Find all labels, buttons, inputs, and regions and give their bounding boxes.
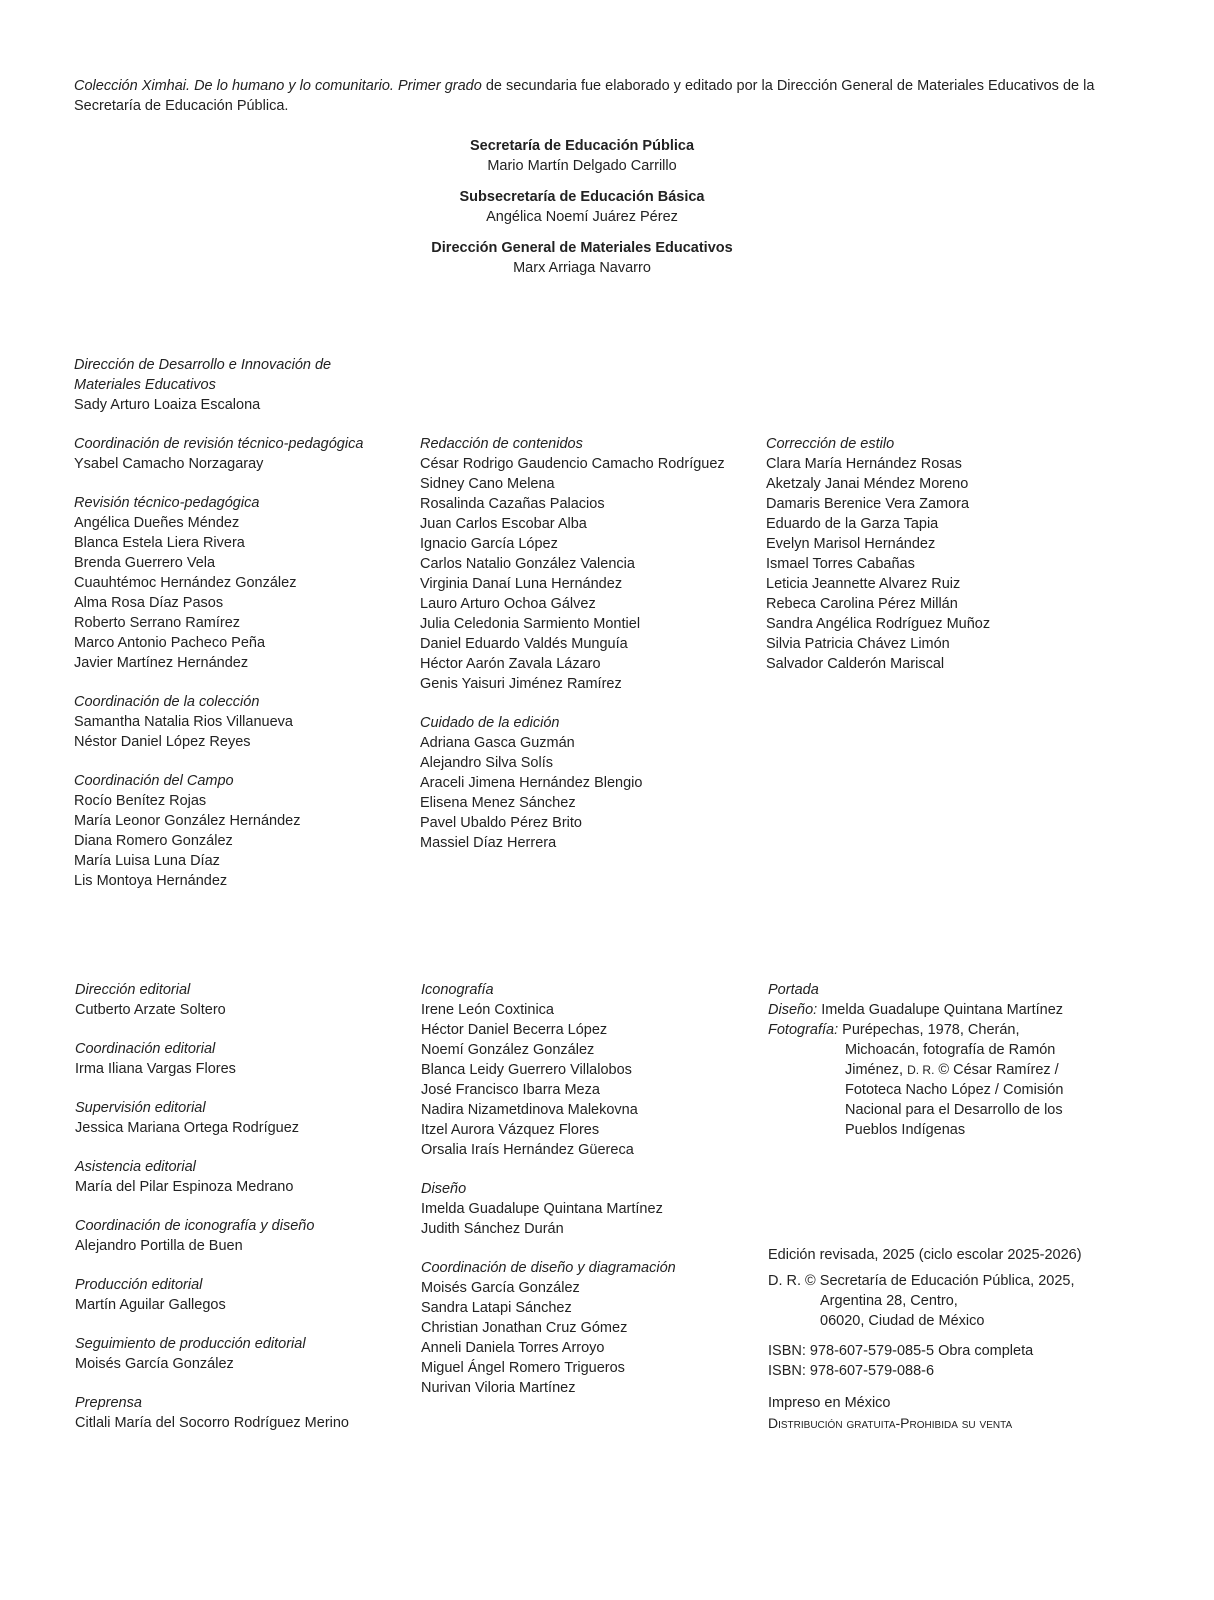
intro-paragraph (74, 76, 1154, 116)
credit-name: Julia Celedonia Sarmiento Montiel (420, 616, 641, 632)
credit-name: Ignacio García López (420, 536, 558, 552)
copyright-line: D. R. © Secretaría de Educación Pública, 2025, (768, 1273, 1075, 1289)
portada-photo-first: Purépechas, 1978, Cherán, (838, 1022, 1020, 1038)
credit-section (75, 1334, 415, 1374)
address-line: Argentina 28, Centro, (820, 1293, 958, 1309)
credit-section (75, 980, 415, 1020)
role-title: Revisión técnico-pedagógica (74, 495, 260, 511)
credit-section (75, 1216, 415, 1256)
portada-photo-line: Pueblos Indígenas (845, 1122, 966, 1138)
role-title: Redacción de contenidos (420, 436, 583, 452)
credit-name: Miguel Ángel Romero Trigueros (421, 1360, 625, 1376)
credit-name: Virginia Danaí Luna Hernández (420, 576, 623, 592)
role-title: Coordinación de la colección (74, 694, 260, 710)
credits-column-1 (74, 355, 404, 910)
credit-name: Lis Montoya Hernández (74, 873, 228, 889)
credit-name: Héctor Aarón Zavala Lázaro (420, 656, 601, 672)
credit-name: Ismael Torres Cabañas (766, 556, 915, 572)
portada-photo-line: Fototeca Nacho López / Comisión (845, 1082, 1064, 1098)
credit-name: Ysabel Camacho Norzagaray (74, 456, 264, 472)
authority-title: Secretaría de Educación Pública (469, 138, 695, 154)
credit-name: Martín Aguilar Gallegos (75, 1297, 226, 1313)
role-title: Supervisión editorial (75, 1100, 206, 1116)
role-title: Iconografía (421, 982, 494, 998)
authority-title: Subsecretaría de Educación Básica (459, 189, 705, 205)
credit-name: María Luisa Luna Díaz (74, 853, 220, 869)
credit-name: Sidney Cano Melena (420, 476, 555, 492)
credit-name: Samantha Natalia Rios Villanueva (74, 714, 293, 730)
credit-section (420, 713, 760, 853)
portada-photo-label: Fotografía: (768, 1022, 839, 1038)
credit-name: Clara María Hernández Rosas (766, 456, 962, 472)
credit-section (74, 493, 404, 673)
credit-name: Evelyn Marisol Hernández (766, 536, 936, 552)
portada-design-value: Imelda Guadalupe Quintana Martínez (817, 1002, 1064, 1018)
credit-section (74, 771, 404, 891)
credit-section (75, 1098, 415, 1138)
credit-name: Diana Romero González (74, 833, 233, 849)
role-title: Seguimiento de producción editorial (75, 1336, 306, 1352)
credit-name: Rebeca Carolina Pérez Millán (766, 596, 958, 612)
edition-revised: Edición revisada, 2025 (ciclo escolar 2025-2026) (768, 1247, 1082, 1263)
credits-column-2 (420, 434, 760, 872)
portada-photo-dr: D. R. (907, 1063, 935, 1077)
credit-name: Irene León Coxtinica (421, 1002, 554, 1018)
credit-name: Massiel Díaz Herrera (420, 835, 557, 851)
role-title: Dirección editorial (75, 982, 191, 998)
credit-name: Araceli Jimena Hernández Blengio (420, 775, 643, 791)
role-title: Cuidado de la edición (420, 715, 560, 731)
authority-title: Dirección General de Materiales Educativos (431, 240, 733, 256)
credits-column-3 (766, 434, 1096, 693)
role-title: Coordinación editorial (75, 1041, 216, 1057)
credit-name: Christian Jonathan Cruz Gómez (421, 1320, 628, 1336)
portada-design-label: Diseño: (768, 1002, 818, 1018)
credit-name: Genis Yaisuri Jiménez Ramírez (420, 676, 622, 692)
credit-name: Imelda Guadalupe Quintana Martínez (421, 1201, 663, 1217)
credit-section (75, 1393, 415, 1433)
authority-block (0, 187, 1164, 227)
role-title: Preprensa (75, 1395, 142, 1411)
authority-block (0, 238, 1164, 278)
credit-name: Orsalia Iraís Hernández Güereca (421, 1142, 634, 1158)
credit-name: Jessica Mariana Ortega Rodríguez (75, 1120, 300, 1136)
credit-name: Adriana Gasca Guzmán (420, 735, 575, 751)
credit-name: Blanca Estela Liera Rivera (74, 535, 245, 551)
credit-name: Néstor Daniel López Reyes (74, 734, 251, 750)
role-title: Materiales Educativos (74, 377, 216, 393)
credit-name: Anneli Daniela Torres Arroyo (421, 1340, 605, 1356)
credit-name: Salvador Calderón Mariscal (766, 656, 945, 672)
credit-name: Irma Iliana Vargas Flores (75, 1061, 236, 1077)
credit-name: Juan Carlos Escobar Alba (420, 516, 587, 532)
intro-title: Colección Ximhai. De lo humano y lo comunitario. Primer grado (74, 78, 482, 94)
credit-name: Daniel Eduardo Valdés Munguía (420, 636, 628, 652)
role-title: Coordinación de diseño y diagramación (421, 1260, 676, 1276)
credit-name: Sandra Latapi Sánchez (421, 1300, 572, 1316)
role-title: Coordinación de iconografía y diseño (75, 1218, 315, 1234)
authority-block (0, 136, 1164, 176)
isbn-volume: ISBN: 978-607-579-088-6 (768, 1363, 935, 1379)
portada-photo-line-dr (768, 1060, 1128, 1080)
credit-name: Silvia Patricia Chávez Limón (766, 636, 950, 652)
authorities (0, 136, 1164, 289)
credit-name: César Rodrigo Gaudencio Camacho Rodríguez (420, 456, 725, 472)
portada-section (768, 980, 1128, 1140)
role-title: Dirección de Desarrollo e Innovación de (74, 357, 332, 373)
credit-name: José Francisco Ibarra Meza (421, 1082, 600, 1098)
portada-photo-line3-b: © César Ramírez / (934, 1062, 1059, 1078)
credit-name: Itzel Aurora Vázquez Flores (421, 1122, 600, 1138)
credit-section (421, 1258, 761, 1398)
credit-name: Alejandro Silva Solís (420, 755, 553, 771)
credit-name: Blanca Leidy Guerrero Villalobos (421, 1062, 632, 1078)
portada-photo-line: Michoacán, fotografía de Ramón (845, 1042, 1056, 1058)
role-title: Asistencia editorial (75, 1159, 196, 1175)
credit-section (75, 1157, 415, 1197)
credit-name: Lauro Arturo Ochoa Gálvez (420, 596, 596, 612)
credit-name: Citlali María del Socorro Rodríguez Merino (75, 1415, 349, 1431)
credit-name: Angélica Dueñes Méndez (74, 515, 240, 531)
role-title: Producción editorial (75, 1277, 203, 1293)
distribution-notice: Distribución gratuita-Prohibida su venta (768, 1415, 1013, 1431)
credit-name: Leticia Jeannette Alvarez Ruiz (766, 576, 961, 592)
credit-section (421, 1179, 761, 1239)
authority-name: Angélica Noemí Juárez Pérez (486, 209, 678, 225)
credit-name: Aketzaly Janai Méndez Moreno (766, 476, 969, 492)
credit-section (75, 1039, 415, 1079)
portada-photo-line: Nacional para el Desarrollo de los (845, 1102, 1063, 1118)
authority-name: Mario Martín Delgado Carrillo (487, 158, 677, 174)
credit-name: Marco Antonio Pacheco Peña (74, 635, 266, 651)
credit-name: Héctor Daniel Becerra López (421, 1022, 608, 1038)
credit-name: Roberto Serrano Ramírez (74, 615, 241, 631)
printed-in: Impreso en México (768, 1395, 891, 1411)
credit-name: Sandra Angélica Rodríguez Muñoz (766, 616, 991, 632)
credit-name: Brenda Guerrero Vela (74, 555, 216, 571)
credit-name: Sady Arturo Loaiza Escalona (74, 397, 261, 413)
credit-name: Alejandro Portilla de Buen (75, 1238, 243, 1254)
credit-name: Cuauhtémoc Hernández González (74, 575, 297, 591)
editorial-column-1 (75, 980, 415, 1452)
credit-name: Rosalinda Cazañas Palacios (420, 496, 605, 512)
intro-text: de secundaria fue elaborado y editado por la Dirección General de Materiales Educativos de la Secretaría de Educación Pública. (74, 78, 1095, 114)
credit-name: Elisena Menez Sánchez (420, 795, 576, 811)
authority-name: Marx Arriaga Navarro (513, 260, 651, 276)
credit-name: María del Pilar Espinoza Medrano (75, 1179, 294, 1195)
role-title: Corrección de estilo (766, 436, 895, 452)
credit-section (420, 434, 760, 694)
role-title: Diseño (421, 1181, 467, 1197)
credit-name: Nadira Nizametdinova Malekovna (421, 1102, 638, 1118)
isbn-complete: ISBN: 978-607-579-085-5 Obra completa (768, 1343, 1034, 1359)
credit-section (74, 692, 404, 752)
credit-section (75, 1275, 415, 1315)
credit-section (421, 980, 761, 1160)
portada-photo (768, 1020, 1128, 1040)
credit-name: Pavel Ubaldo Pérez Brito (420, 815, 582, 831)
credit-name: Nurivan Viloria Martínez (421, 1380, 576, 1396)
credit-section (766, 434, 1096, 674)
portada-photo-line3-a: Jiménez, (845, 1062, 908, 1078)
credit-name: Moisés García González (75, 1356, 234, 1372)
credit-name: Javier Martínez Hernández (74, 655, 249, 671)
credit-section (74, 434, 404, 474)
address-line: 06020, Ciudad de México (820, 1313, 985, 1329)
credit-name: Carlos Natalio González Valencia (420, 556, 635, 572)
role-title: Coordinación del Campo (74, 773, 234, 789)
portada-title: Portada (768, 982, 819, 998)
credit-name: Noemí González González (421, 1042, 595, 1058)
editorial-column-2 (421, 980, 761, 1417)
edition-info (768, 1245, 1148, 1433)
credit-section (74, 355, 404, 415)
credit-name: Rocío Benítez Rojas (74, 793, 207, 809)
credit-name: Moisés García González (421, 1280, 580, 1296)
credit-name: Eduardo de la Garza Tapia (766, 516, 939, 532)
credit-name: Damaris Berenice Vera Zamora (766, 496, 970, 512)
role-title: Coordinación de revisión técnico-pedagógica (74, 436, 364, 452)
credit-name: María Leonor González Hernández (74, 813, 301, 829)
portada-design (768, 1000, 1128, 1020)
credit-name: Alma Rosa Díaz Pasos (74, 595, 224, 611)
credit-name: Judith Sánchez Durán (421, 1221, 564, 1237)
credit-name: Cutberto Arzate Soltero (75, 1002, 226, 1018)
